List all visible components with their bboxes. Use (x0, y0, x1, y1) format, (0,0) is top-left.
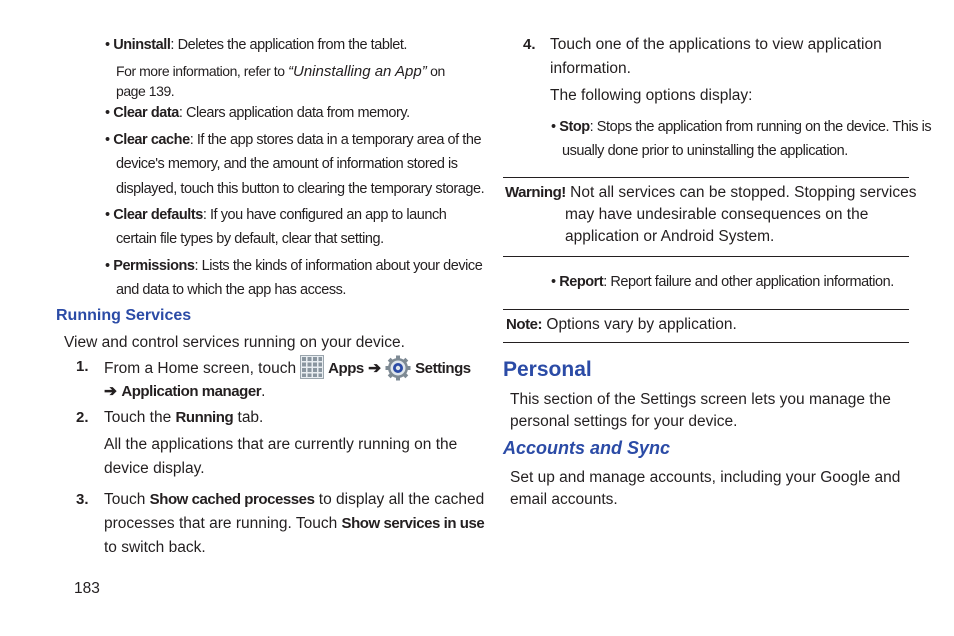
step2-text: Touch the Running tab. (104, 409, 264, 426)
page-number: 183 (74, 580, 100, 597)
step1-text: From a Home screen, touch Apps ➔ Settings (104, 355, 471, 381)
step-number: 1. (76, 358, 89, 375)
apps-grid-icon[interactable] (300, 355, 324, 379)
bullet-term: Stop (559, 119, 590, 135)
note-bottom-rule (503, 342, 909, 343)
uninstall-reference-page: page 139. (116, 83, 175, 99)
note-label: Note: (506, 316, 543, 333)
bullet-term: Clear defaults (113, 207, 203, 223)
bullet-report: • Report: Report failure and other application information. (551, 274, 894, 290)
step3-line3: to switch back. (104, 539, 206, 556)
step-number: 2. (76, 409, 89, 426)
personal-heading: Personal (503, 358, 592, 381)
apps-label: Apps (328, 360, 364, 377)
bullet-stop: • Stop: Stops the application from running on the device. This is (551, 119, 932, 135)
settings-label: Settings (415, 360, 471, 377)
note-top-rule (503, 309, 909, 310)
bullet-permissions: • Permissions: Lists the kinds of information about your device (105, 258, 483, 274)
step4-options: The following options display: (550, 87, 753, 104)
step-number: 4. (523, 36, 536, 53)
running-services-heading: Running Services (56, 307, 192, 324)
bullet-clear-cache-line3: displayed, touch this button to clearing the temporary storage. (116, 181, 485, 197)
settings-gear-icon[interactable] (385, 355, 411, 381)
accounts-sync-heading: Accounts and Sync (503, 438, 671, 458)
bullet-clear-cache: • Clear cache: If the app stores data in a temporary area of the (105, 132, 482, 148)
show-services-in-use-label: Show services in use (341, 515, 485, 532)
application-manager-label: Application manager (121, 383, 262, 400)
step3-text: Touch Show cached processes to display all the cached (104, 491, 485, 508)
warning-top-rule (503, 177, 909, 178)
step3-line2: processes that are running. Touch Show services in use (104, 515, 485, 532)
warning-line1: Warning! Not all services can be stopped. Stopping services (505, 184, 917, 201)
uninstall-link[interactable]: “Uninstalling an App” (288, 63, 427, 80)
warning-label: Warning! (505, 184, 566, 201)
bullet-stop-line2: usually done prior to uninstalling the application. (562, 143, 848, 159)
bullet-uninstall: • Uninstall: Deletes the application from the tablet. (105, 37, 408, 53)
step2-para-line1: All the applications that are currently running on the (104, 436, 458, 453)
note-text: Note: Options vary by application. (506, 316, 737, 333)
personal-line2: personal settings for your device. (510, 413, 738, 430)
bullet-clear-defaults-line2: certain file types by default, clear that setting. (116, 231, 384, 247)
bullet-term: Permissions (113, 258, 195, 274)
bullet-clear-cache-line2: device's memory, and the amount of information stored is (116, 156, 458, 172)
bullet-clear-defaults: • Clear defaults: If you have configured an app to launch (105, 207, 447, 223)
arrow-icon: ➔ (104, 383, 117, 400)
warning-line2: may have undesirable consequences on the (565, 206, 869, 223)
uninstall-reference: For more information, refer to “Uninstalling an App” on (116, 63, 445, 80)
personal-line1: This section of the Settings screen lets you manage the (510, 391, 891, 408)
show-cached-processes-label: Show cached processes (149, 491, 315, 508)
step4-line1: Touch one of the applications to view application (550, 36, 882, 53)
bullet-clear-data: • Clear data: Clears application data from memory. (105, 105, 410, 121)
step2-para-line2: device display. (104, 460, 205, 477)
bullet-term: Uninstall (113, 37, 171, 53)
accounts-line1: Set up and manage accounts, including your Google and (510, 469, 901, 486)
step-number: 3. (76, 491, 89, 508)
bullet-term: Clear data (113, 105, 179, 121)
bullet-term: Clear cache (113, 132, 190, 148)
step1-line2: ➔ Application manager. (104, 383, 266, 400)
arrow-icon: ➔ (368, 360, 382, 377)
running-services-intro: View and control services running on your device. (64, 334, 405, 351)
bullet-term: Report (559, 274, 604, 290)
step4-line2: information. (550, 60, 631, 77)
running-tab-label: Running (175, 409, 234, 426)
accounts-line2: email accounts. (510, 491, 618, 508)
warning-bottom-rule (503, 256, 909, 257)
bullet-permissions-line2: and data to which the app has access. (116, 282, 347, 298)
warning-line3: application or Android System. (565, 228, 775, 245)
